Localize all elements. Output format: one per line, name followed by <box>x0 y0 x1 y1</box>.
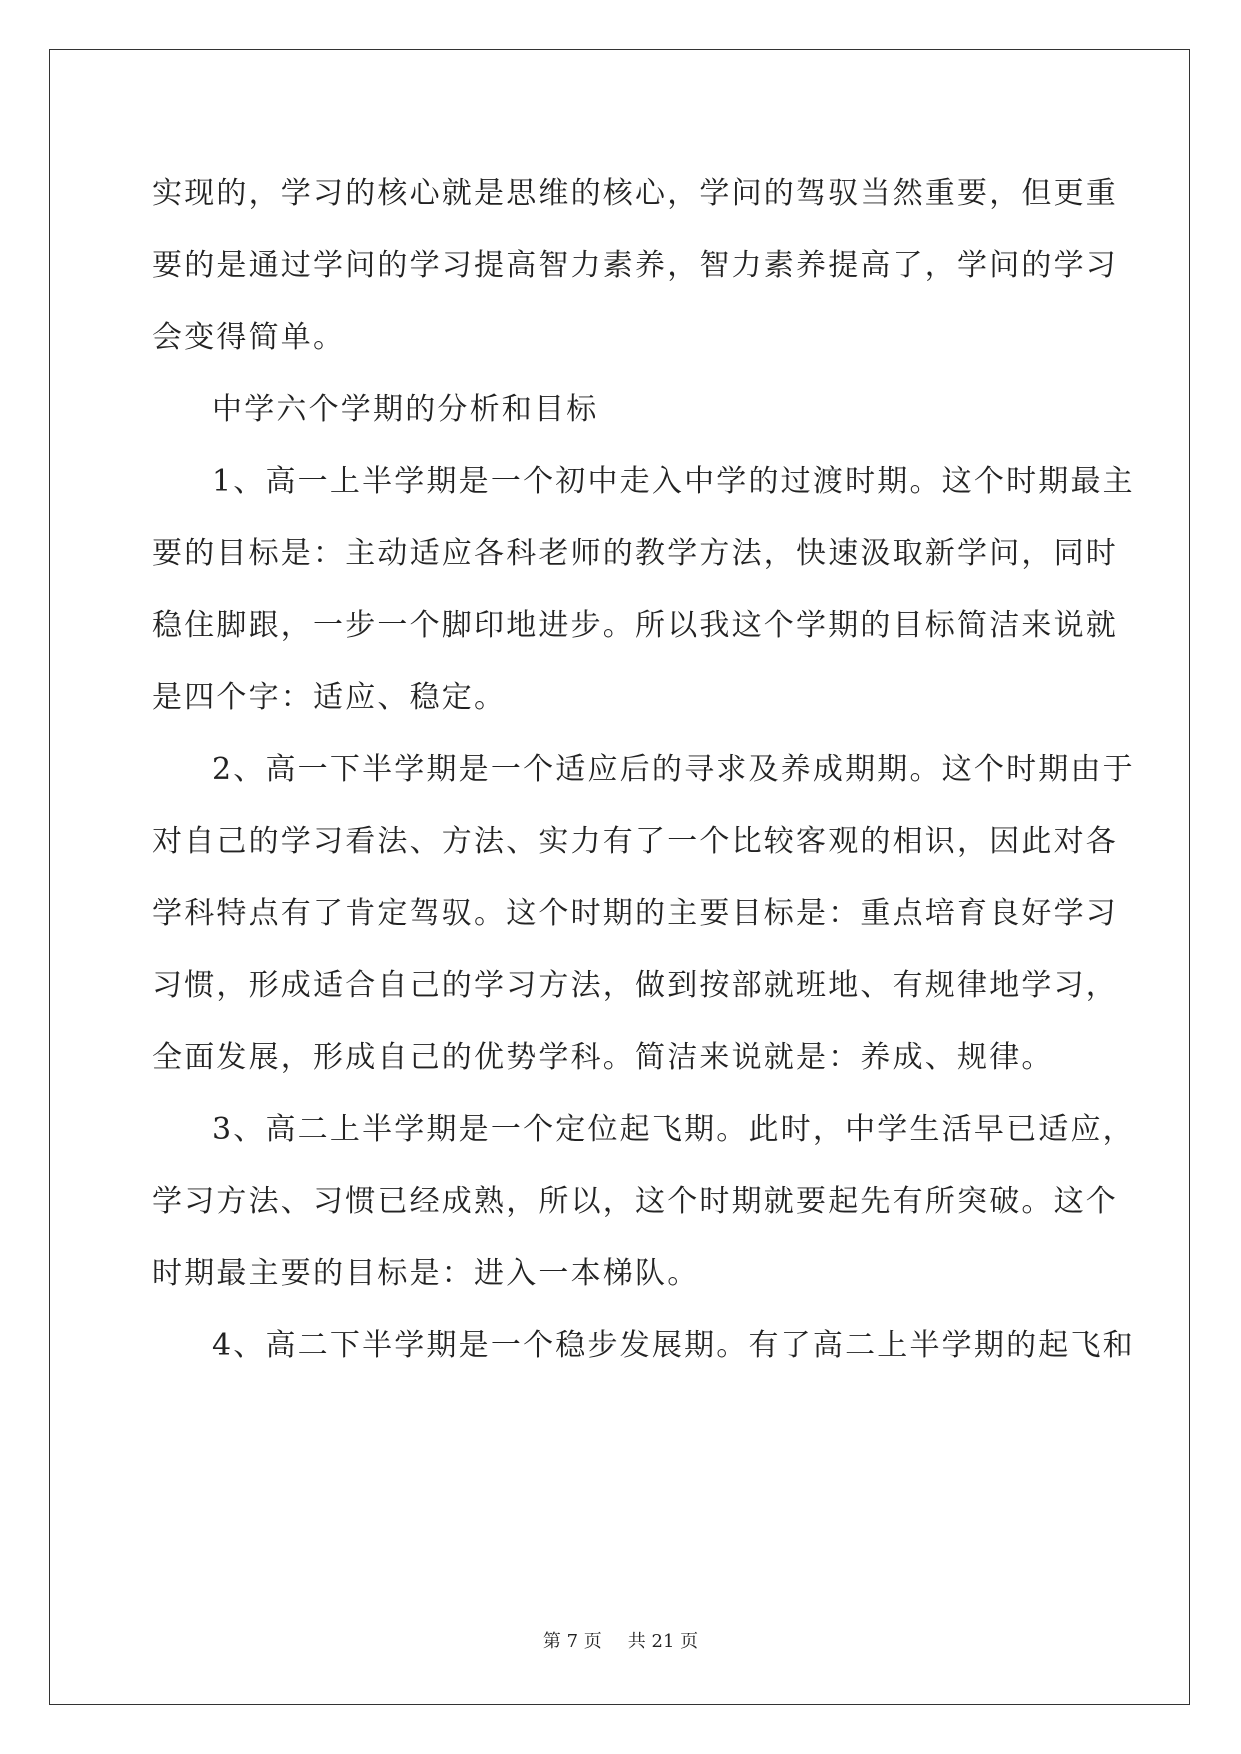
body-line: 学习方法、习惯已经成熟，所以，这个时期就要起先有所突破。这个 <box>152 1184 1118 1219</box>
body-line: 是四个字：适应、稳定。 <box>152 680 507 715</box>
body-line: 实现的，学习的核心就是思维的核心，学问的驾驭当然重要，但更重 <box>152 176 1118 211</box>
body-line: 对自己的学习看法、方法、实力有了一个比较客观的相识，因此对各 <box>152 824 1118 859</box>
body-line: 1、高一上半学期是一个初中走入中学的过渡时期。这个时期最主 <box>212 464 1135 499</box>
body-line: 4、高二下半学期是一个稳步发展期。有了高二上半学期的起飞和 <box>212 1328 1135 1363</box>
body-line: 稳住脚跟，一步一个脚印地进步。所以我这个学期的目标简洁来说就 <box>152 608 1118 643</box>
document-body <box>152 158 1135 1382</box>
page-footer <box>0 1627 1241 1653</box>
body-line: 时期最主要的目标是：进入一本梯队。 <box>152 1256 700 1291</box>
body-line: 要的是通过学问的学习提高智力素养，智力素养提高了，学问的学习 <box>152 248 1118 283</box>
body-line: 3、高二上半学期是一个定位起飞期。此时，中学生活早已适应， <box>212 1112 1135 1147</box>
body-line: 全面发展，形成自己的优势学科。简洁来说就是：养成、规律。 <box>152 1040 1054 1075</box>
body-line: 要的目标是：主动适应各科老师的教学方法，快速汲取新学问，同时 <box>152 536 1118 571</box>
section-heading: 中学六个学期的分析和目标 <box>212 392 599 427</box>
page-number: 第 7 页 <box>542 1631 602 1652</box>
body-line: 习惯，形成适合自己的学习方法，做到按部就班地、有规律地学习， <box>152 968 1118 1003</box>
body-line: 2、高一下半学期是一个适应后的寻求及养成期期。这个时期由于 <box>212 752 1135 787</box>
body-line: 会变得简单。 <box>152 320 346 355</box>
body-line: 学科特点有了肯定驾驭。这个时期的主要目标是：重点培育良好学习 <box>152 896 1118 931</box>
page-total: 共 21 页 <box>627 1631 699 1652</box>
